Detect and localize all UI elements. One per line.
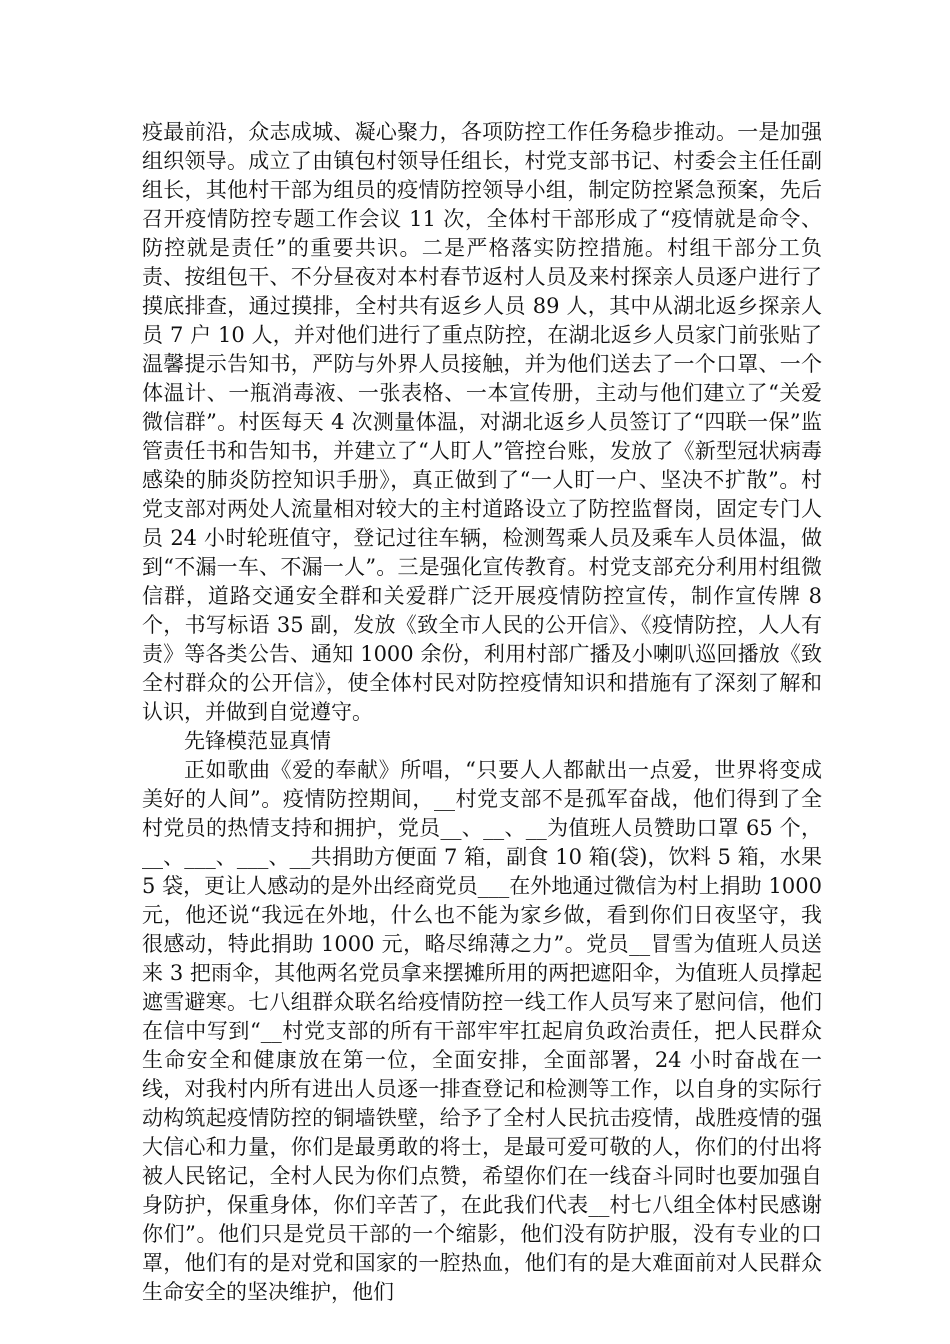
document-body [142, 118, 822, 1307]
body-paragraph: 疫最前沿，众志成城、凝心聚力，各项防控工作任务稳步推动。一是加强组织领导。成立了由镇包村领导任组长，村党支部书记、村委会主任任副组长，其他村干部为组员的疫情防控领导小组，制定防控紧急预案，先后召开疫情防控专题工作会议 11 次，全体村干部形成了“疫情就是命令、防控就是责任”的重要共识。二是严格落实防控措施。村组干部分工负责、按组包干、不分昼夜对本村春节返村人员及来村探亲人员逐户进行了摸底排查，通过摸排，全村共有返乡人员 89 人，其中从湖北返乡探亲人员 7 户 10 人，并对他们进行了重点防控，在湖北返乡人员家门前张贴了温馨提示告知书，严防与外界人员接触，并为他们送去了一个口罩、一个体温计、一瓶消毒液、一张表格、一本宣传册，主动与他们建立了“关爱微信群”。村医每天 4 次测量体温，对湖北返乡人员签订了“四联一保”监管责任书和告知书，并建立了“人盯人”管控台账，发放了《新型冠状病毒感染的肺炎防控知识手册》，真正做到了“一人盯一户、坚决不扩散”。村党支部对两处人流量相对较大的主村道路设立了防控监督岗，固定专门人员 24 小时轮班值守，登记过往车辆，检测驾乘人员及乘车人员体温，做到“不漏一车、不漏一人”。三是强化宣传教育。村党支部充分利用村组微信群，道路交通安全群和关爱群广泛开展疫情防控宣传，制作宣传牌 8 个，书写标语 35 副，发放《致全市人民的公开信》、《疫情防控，人人有责》等各类公告、通知 1000 余份，利用村部广播及小喇叭巡回播放《致全村群众的公开信》，使全体村民对防控疫情知识和措施有了深刻了解和认识，并做到自觉遵守。 [142, 120, 822, 724]
body-paragraph: 正如歌曲《爱的奉献》所唱，“只要人人都献出一点爱，世界将变成美好的人间”。疫情防控期间，__村党支部不是孤军奋战，他们得到了全村党员的热情支持和拥护，党员__、__、__为值班人员赞助口罩 65 个，__、___、___、__共捐助方便面 7 箱，副食 10 箱(袋)，饮料 5 箱，水果 5 袋，更让人感动的是外出经商党员___在外地通过微信为村上捐助 1000 元，他还说“我远在外地，什么也不能为家乡做，看到你们日夜坚守，我很感动，特此捐助 1000 元，略尽绵薄之力”。党员__冒雪为值班人员送来 3 把雨伞，其他两名党员拿来摆摊所用的两把遮阳伞，为值班人员撑起遮雪避寒。七八组群众联名给疫情防控一线工作人员写来了慰问信，他们在信中写到“__村党支部的所有干部牢牢扛起肩负政治责任，把人民群众生命安全和健康放在第一位，全面安排，全面部署，24 小时奋战在一线，对我村内所有进出人员逐一排查登记和检测等工作，以自身的实际行动构筑起疫情防控的铜墙铁壁，给予了全村人民抗击疫情，战胜疫情的强大信心和力量，你们是最勇敢的将士，是最可爱可敬的人，你们的付出将被人民铭记，全村人民为你们点赞，希望你们在一线奋斗同时也要加强自身防护，保重身体，你们辛苦了，在此我们代表__村七八组全体村民感谢你们”。他们只是党员干部的一个缩影，他们没有防护服，没有专业的口罩，他们有的是对党和国家的一腔热血，他们有的是大难面前对人民群众生命安全的坚决维护，他们 [142, 758, 822, 1304]
section-heading: 先锋模范显真情 [184, 729, 331, 753]
